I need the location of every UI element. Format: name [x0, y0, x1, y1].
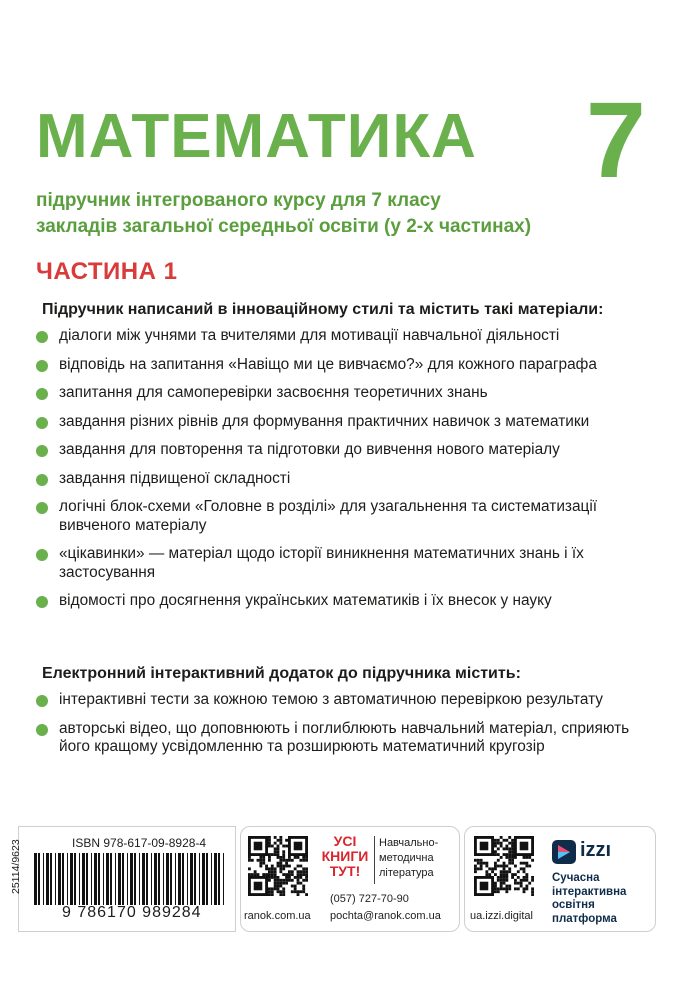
addon-list [36, 691, 648, 767]
bullet-icon [36, 549, 48, 561]
platform-url[interactable]: ua.izzi.digital [470, 910, 533, 922]
book-title: МАТЕМАТИКА [36, 102, 477, 171]
addon-heading: Електронний інтерактивний додаток до підручника містить: [42, 665, 521, 682]
list-item [36, 592, 648, 611]
grade-number: 7 [585, 79, 646, 200]
bullet-icon [36, 596, 48, 608]
subtitle [36, 188, 656, 240]
platform-description [552, 872, 642, 926]
bullet-icon [36, 502, 48, 514]
list-item [36, 720, 648, 757]
list-item [36, 545, 648, 582]
platform-brand: izzı [580, 839, 612, 861]
subtitle-line-1: підручник інтегрованого курсу для 7 класу [36, 190, 441, 211]
side-code: 25114/9623 [10, 839, 22, 895]
bullet-icon [36, 474, 48, 486]
list-item-text: інтерактивні тести за кожною темою з автоматичною перевіркою результату [59, 691, 603, 708]
subtitle-line-2: закладів загальної середньої освіти (у 2-х частинах) [36, 216, 532, 237]
desc-line-3: література [379, 867, 434, 879]
list-item-text: авторські відео, що доповнюють і поглиблюють навчальний матеріал, сприяють його кращому усвідомленню та розширюють математичний кругозір [59, 719, 630, 755]
list-item [36, 470, 648, 489]
list-item-text: завдання для повторення та підготовки до вивчення нового матеріалу [59, 441, 560, 458]
platform-desc-1: Сучасна [552, 872, 600, 884]
list-item [36, 327, 648, 346]
desc-line-1: Навчально- [379, 837, 439, 849]
slogan-line-2: КНИГИ [321, 848, 369, 864]
slogan-line-3: ТУТ! [329, 863, 361, 879]
list-item-text: діалоги між учнями та вчителями для мотивації навчальної діяльності [59, 327, 560, 344]
slogan [318, 834, 372, 879]
list-item [36, 356, 648, 375]
desc-line-2: методична [379, 852, 434, 864]
list-item-text: запитання для самоперевірки засвоєння теоретичних знань [59, 384, 488, 401]
divider [374, 836, 375, 884]
list-item-text: завдання різних рівнів для формування практичних навичок з математики [59, 412, 590, 430]
publisher-description [379, 836, 438, 881]
izzi-logo-icon [552, 840, 576, 864]
publisher-email[interactable]: pochta@ranok.com.ua [330, 910, 441, 922]
list-item [36, 691, 648, 710]
ean-digits: 9 786170 989284 [62, 904, 202, 921]
publisher-qr-icon[interactable] [248, 836, 308, 896]
platform-desc-2: інтерактивна [552, 885, 627, 898]
slogan-line-1: УСІ [333, 833, 357, 849]
title-block [36, 79, 646, 200]
features-list [36, 327, 648, 621]
bullet-icon [36, 695, 48, 707]
platform-qr-icon[interactable] [474, 836, 534, 896]
bullet-icon [36, 724, 48, 736]
features-heading: Підручник написаний в інноваційному стилі та містить такі матеріали: [42, 301, 604, 318]
bullet-icon [36, 417, 48, 429]
list-item [36, 413, 648, 432]
list-item [36, 441, 648, 460]
isbn: ISBN 978-617-09-8928-4 [72, 836, 207, 850]
list-item [36, 384, 648, 403]
bullet-icon [36, 331, 48, 343]
bullet-icon [36, 360, 48, 372]
platform-desc-3: освітня [552, 899, 595, 911]
platform-desc-4: платформа [552, 912, 617, 925]
list-item [36, 498, 648, 535]
list-item-text: відповідь на запитання «Навіщо ми це вивчаємо?» для кожного параграфа [59, 355, 597, 373]
bullet-icon [36, 445, 48, 457]
part-label: ЧАСТИНА 1 [36, 258, 178, 285]
list-item-text: завдання підвищеної складності [59, 469, 291, 487]
publisher-website[interactable]: ranok.com.ua [244, 910, 311, 922]
bullet-icon [36, 388, 48, 400]
list-item-text: логічні блок-схеми «Головне в розділі» для узагальнення та систематизації вивченого матеріалу [59, 498, 598, 534]
barcode-icon [34, 853, 228, 905]
list-item-text: «цікавинки» — матеріал щодо історії виникнення математичних знань і їх застосування [59, 545, 584, 581]
list-item-text: відомості про досягнення українських математиків і їх внесок у науку [59, 592, 552, 609]
publisher-phone: (057) 727-70-90 [330, 893, 409, 905]
